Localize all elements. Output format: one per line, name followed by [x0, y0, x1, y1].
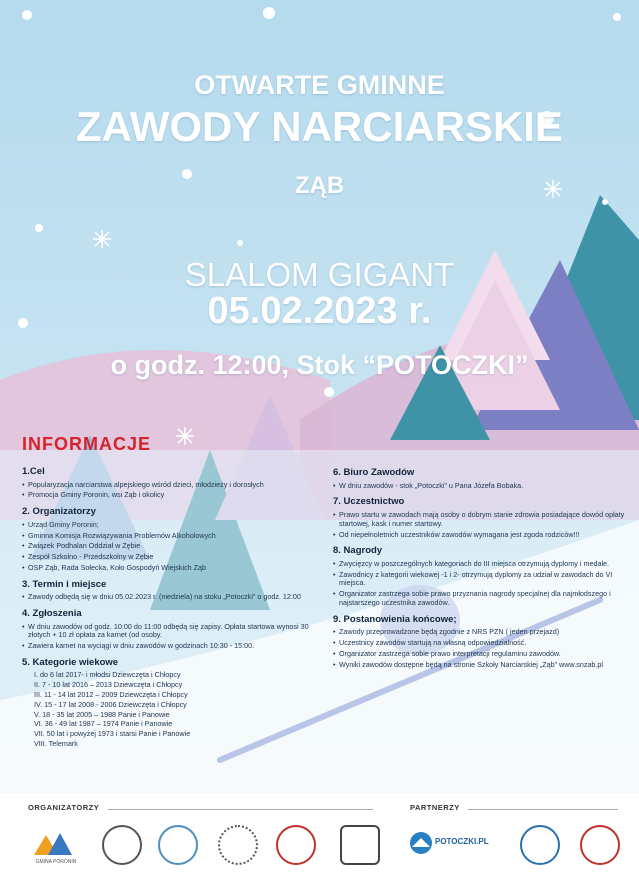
- list-item: • Popularyzacja narciarstwa alpejskiego wśród dzieci, młodzieży i dorosłych: [22, 481, 322, 490]
- section-list: [22, 481, 322, 501]
- section-list: [333, 511, 628, 539]
- info-column-right: [333, 467, 628, 671]
- section-list: [333, 628, 628, 669]
- section-list: [22, 593, 322, 602]
- info-heading: INFORMACJE: [22, 434, 152, 454]
- list-item: • Promocja Gminy Poronin, wsi Ząb i okolicy: [22, 491, 322, 500]
- section-heading: 9. Postanowienia końcowe;: [333, 613, 457, 625]
- list-item: • Zwycięzcy w poszczególnych kategoriach do III miejsca otrzymują dyplomy i medale.: [333, 560, 628, 569]
- section-heading: 7. Uczestnictwo: [333, 496, 405, 508]
- partner-emblem-2: [580, 825, 620, 865]
- organizer-emblem-3: [218, 825, 258, 865]
- info-column-left: [22, 466, 322, 750]
- main-title: ZAWODY NARCIARSKIE: [76, 103, 563, 150]
- section-heading: 4. Zgłoszenia: [22, 607, 82, 619]
- organizer-emblem-1: [102, 825, 142, 865]
- list-item: • Uczestnicy zawodów startują na własną odpowiedzialność.: [333, 639, 628, 648]
- section-list: [22, 521, 322, 573]
- divider: [108, 809, 373, 810]
- section-list: [22, 623, 322, 651]
- list-item: • Urząd Gminy Poronin;: [22, 521, 322, 530]
- list-item: • Od niepełnoletnich uczestników zawodów wymagana jest zgoda rodziców!!!: [333, 531, 628, 540]
- organizer-emblem-2: [158, 825, 198, 865]
- organizer-emblem-5: [340, 825, 380, 865]
- organizer-emblem-4: [276, 825, 316, 865]
- divider: [468, 809, 618, 810]
- event-time-place: o godz. 12:00, Stok “POTOCZKI”: [110, 350, 529, 380]
- category-item: VII. 50 lat i powyżej 1973 i starsi Panie i Panowie: [34, 729, 191, 739]
- partners-label: PARTNERZY: [410, 803, 460, 812]
- category-item: I. do 6 lat 2017- i młodsi Dziewczęta i Chłopcy: [34, 670, 181, 680]
- category-item: V. 18 - 35 lat 2005 – 1988 Panie i Panowie: [34, 709, 170, 719]
- section-heading: 6. Biuro Zawodów: [333, 467, 415, 478]
- list-item: • Prawo startu w zawodach mają osoby o dobrym stanie zdrowia posiadające dowód opłaty startowej, kask i numer startowy.: [333, 511, 628, 529]
- list-item: • Zawody odbędą się w dniu 05.02.2023 r. (niedziela) na stoku „Potoczki” o godz. 12:00: [22, 593, 322, 602]
- partner-emblem-1: [520, 825, 560, 865]
- event-date: 05.02.2023 r.: [207, 290, 432, 332]
- potoczki-logo: [407, 831, 489, 860]
- footer: [0, 793, 639, 877]
- section-list: [22, 671, 322, 748]
- gmina-poronin-logo: [30, 829, 82, 864]
- section-heading: 8. Nagrody: [333, 545, 383, 557]
- section-list: [333, 482, 628, 491]
- list-item: • Związek Podhalan Oddział w Zębie: [22, 542, 322, 551]
- list-item: • Gminna Komisja Rozwiązywania Problemów Alkoholowych: [22, 532, 322, 541]
- organizers-label: ORGANIZATORZY: [28, 803, 100, 812]
- list-item: • Zawody przeprowadzone będą zgodnie z NRS PZN ( jeden przejazd): [333, 628, 628, 637]
- list-item: • W dniu zawodów - stok „Potoczki” u Pana Józefa Bobaka.: [333, 482, 628, 491]
- section-heading: 3. Termin i miejsce: [22, 578, 107, 590]
- list-item: • Wyniki zawodów dostępne będą na stronie Szkoły Narciarskiej „Ząb” www.snzab.pl: [333, 661, 628, 670]
- section-heading: 2. Organizatorzy: [22, 506, 96, 518]
- section-list: [333, 560, 628, 608]
- list-item: • Organizator zastrzega sobie prawo interpretacji regulaminu zawodów.: [333, 650, 628, 659]
- list-item: • W dniu zawodów od godz. 10:00 do 11:00 odbędą się zapisy. Opłata startowa wynosi 30 złotych + 10 zł opłata za karnet (od osoby.: [22, 623, 322, 641]
- list-item: • Organizator zastrzega sobie prawo przyznania nagrody specjalnej dla najmłodszego i najstarszego uczestnika zawodów.: [333, 590, 628, 608]
- list-item: • Zespół Szkolno - Przedszkolny w Zębie: [22, 553, 322, 562]
- location-title: ZĄB: [294, 172, 345, 199]
- category-item: VI. 36 - 49 lat 1987 – 1974 Panie i Panowie: [34, 719, 173, 729]
- list-item: • Zawiera karnet na wyciągi w dniu zawodów w godzinach 10:30 - 15:00.: [22, 642, 322, 651]
- title-line-1: OTWARTE GMINNE: [194, 70, 445, 100]
- discipline-title: SLALOM GIGANT: [184, 256, 455, 293]
- list-item: • Zawodnicy z kategorii wiekowej -1 i 2- otrzymują dyplomy za udział w zawodach do VI miejsca.: [333, 571, 628, 589]
- category-item: VIII. Telemark: [34, 738, 78, 748]
- category-item: III. 11 - 14 lat 2012 – 2009 Dziewczęta i Chłopcy: [34, 690, 188, 700]
- section-heading: 1.Cel: [22, 466, 45, 477]
- list-item: • OSP Ząb, Rada Sołecka, Koło Gospodyń Wiejskich Ząb: [22, 564, 322, 573]
- category-item: IV. 15 - 17 lat 2008 - 2006 Dziewczęta i Chłopcy: [34, 699, 187, 709]
- section-heading: 5. Kategorie wiekowe: [22, 656, 119, 668]
- potoczki-logo-text: POTOCZKI.PL: [435, 837, 489, 846]
- gmina-logo-text: GMINA PORONIN: [35, 859, 77, 865]
- category-item: II. 7 - 10 lat 2016 – 2013 Dziewczęta i Chłopcy: [34, 680, 183, 690]
